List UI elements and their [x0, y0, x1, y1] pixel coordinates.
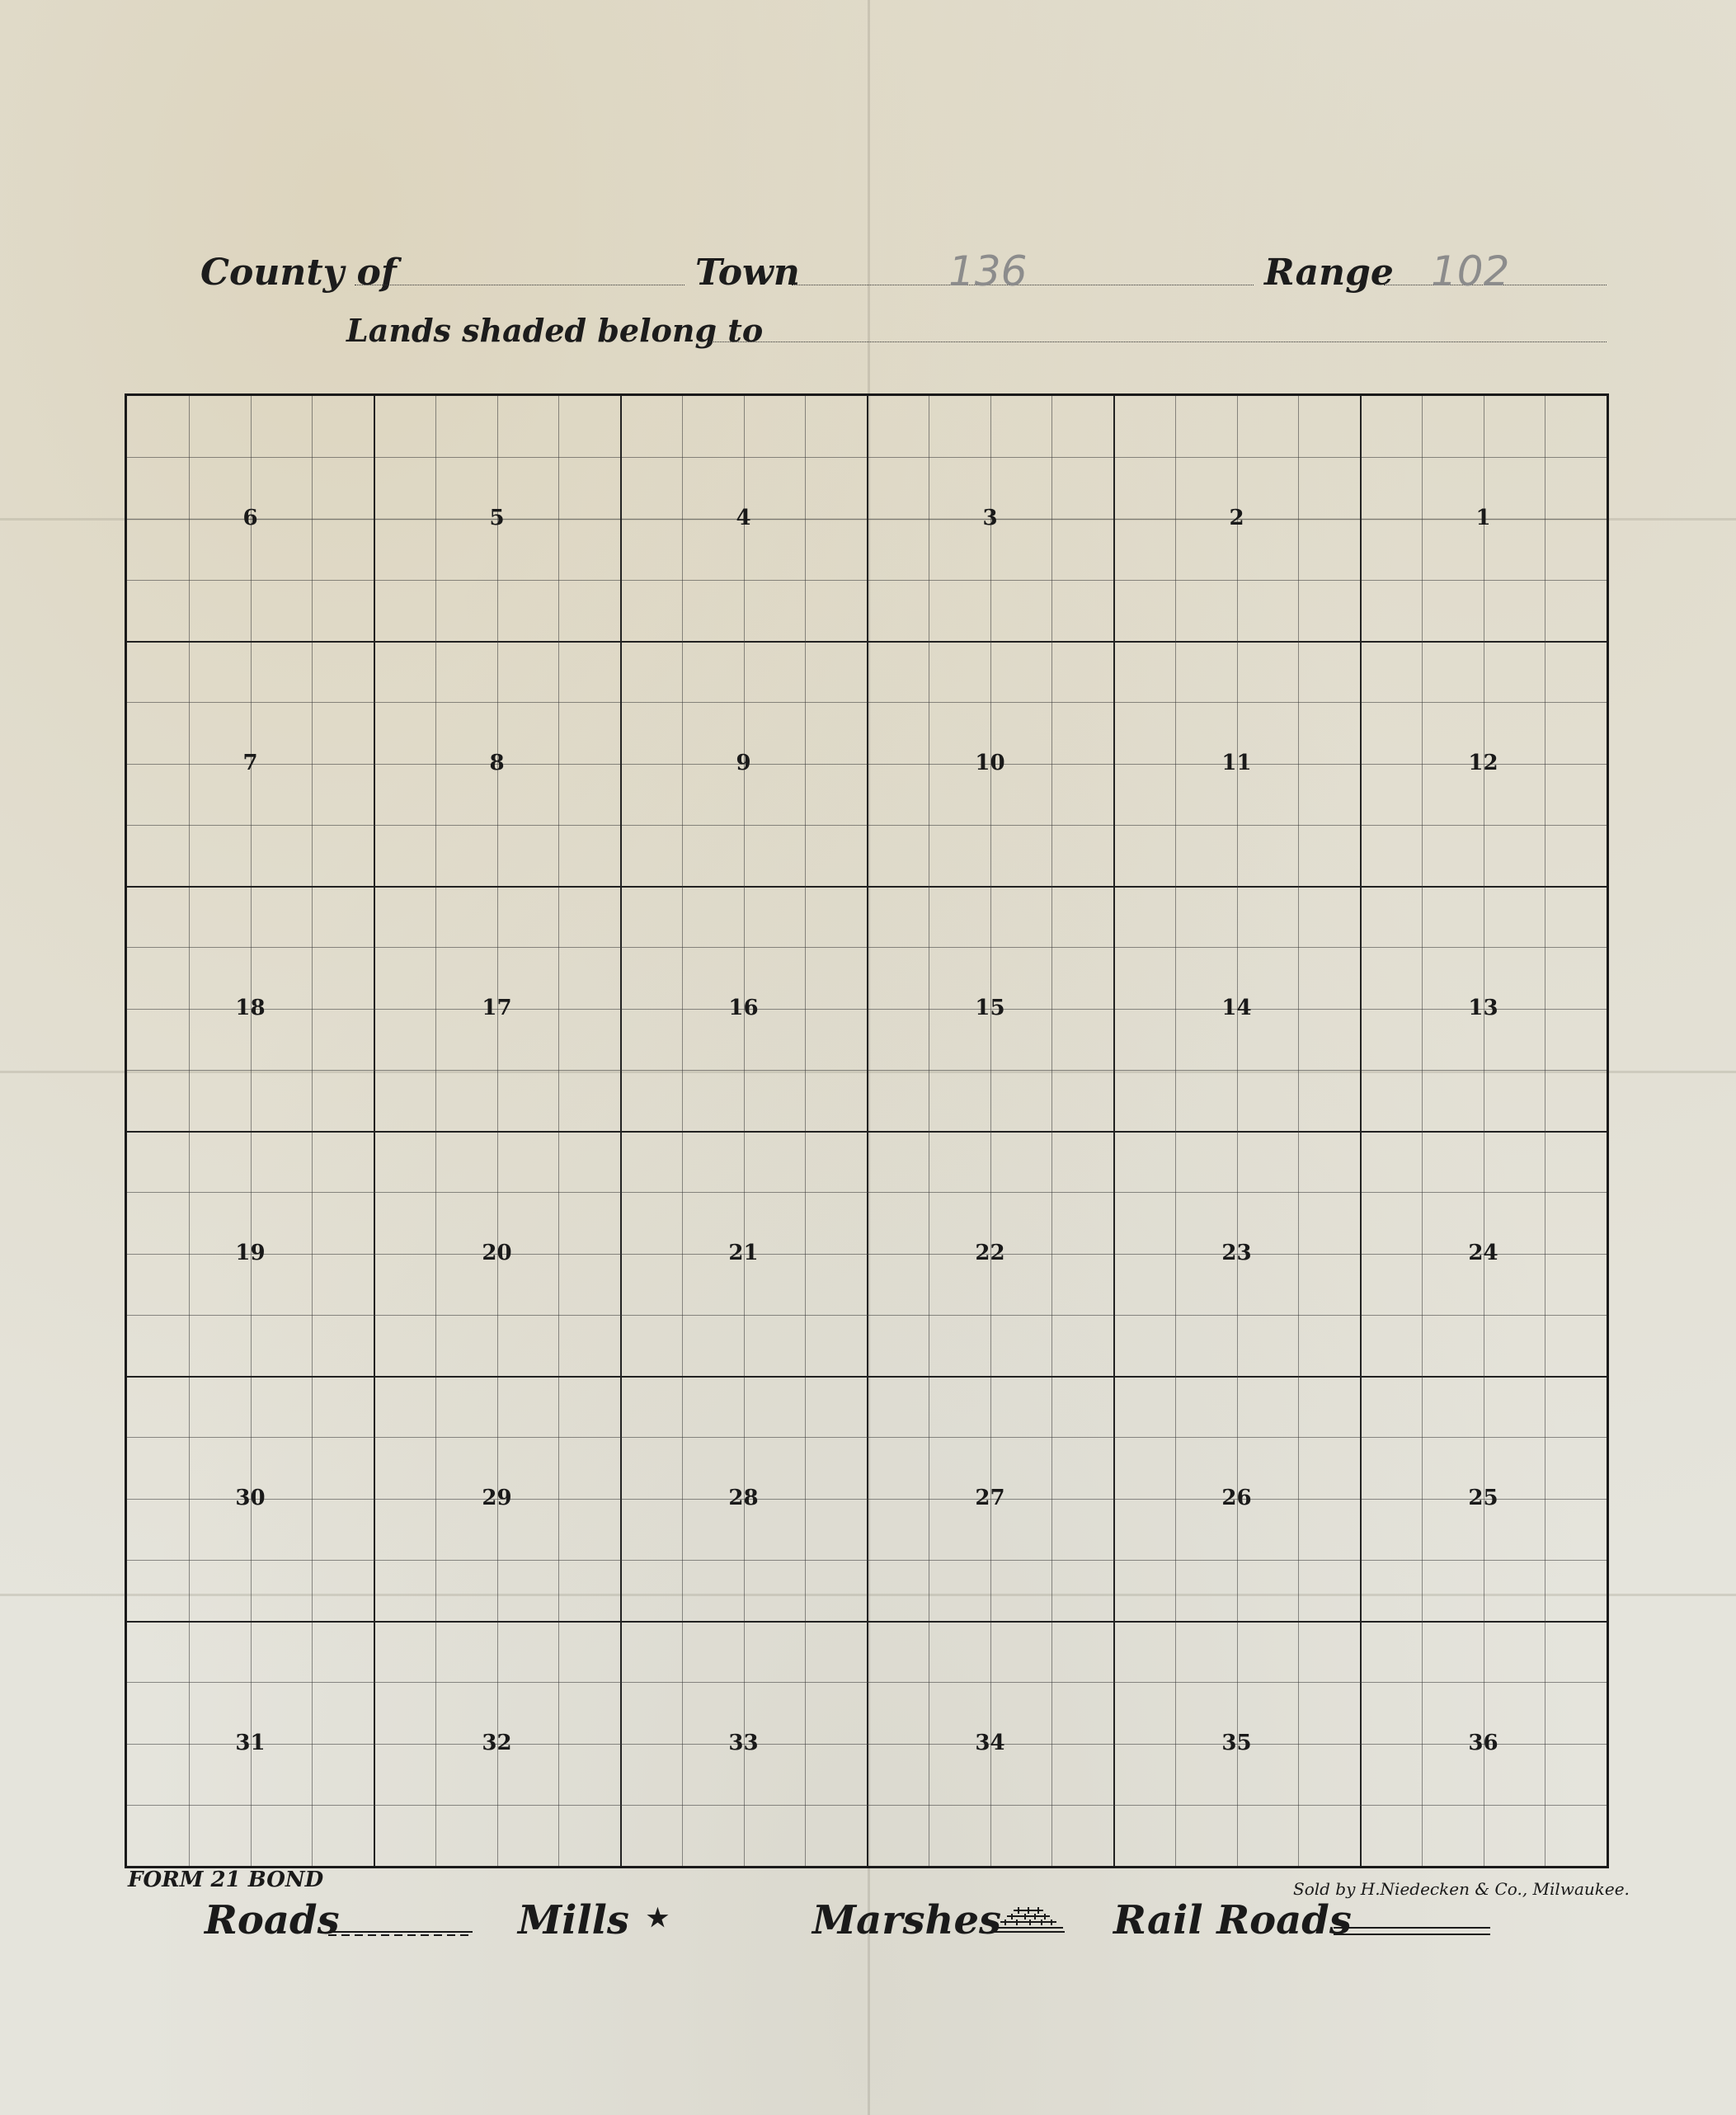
town-label: Town [695, 252, 800, 294]
legend-railroads-label: Rail Roads [1113, 1897, 1352, 1943]
section-number: 6 [242, 505, 258, 530]
section-number: 14 [1221, 995, 1252, 1020]
section-number: 34 [975, 1730, 1005, 1755]
range-value: 102 [1431, 247, 1510, 295]
section-number: 24 [1468, 1240, 1498, 1265]
range-label: Range [1264, 252, 1394, 294]
subdivision-line [127, 1315, 1607, 1316]
publisher-credit: Sold by H.Niedecken & Co., Milwaukee. [1293, 1879, 1630, 1899]
section-number: 23 [1221, 1240, 1252, 1265]
marsh-icon [992, 1907, 1065, 1934]
section-number: 11 [1221, 750, 1252, 775]
subdivision-line [127, 1560, 1607, 1561]
subdivision-line [1422, 396, 1423, 1866]
section-number: 12 [1468, 750, 1498, 775]
section-number: 32 [482, 1730, 512, 1755]
section-line [127, 1131, 1607, 1133]
legend-railroad-symbol [1334, 1925, 1490, 1937]
section-line [127, 1376, 1607, 1378]
section-line [1360, 396, 1362, 1866]
subdivision-line [127, 1254, 1607, 1255]
section-number: 10 [975, 750, 1005, 775]
form-label: FORM 21 BOND [128, 1868, 324, 1892]
subdivision-line [127, 1805, 1607, 1806]
section-number: 35 [1221, 1730, 1252, 1755]
section-number: 13 [1468, 995, 1498, 1020]
subdivision-line [127, 1192, 1607, 1193]
section-line [127, 1621, 1607, 1623]
section-number: 29 [482, 1485, 512, 1510]
section-number: 31 [235, 1730, 266, 1755]
section-number: 21 [728, 1240, 759, 1265]
section-line [1113, 396, 1115, 1866]
section-number: 36 [1468, 1730, 1498, 1755]
section-number: 25 [1468, 1485, 1498, 1510]
section-number: 33 [728, 1730, 759, 1755]
section-number: 9 [736, 750, 751, 775]
township-grid [125, 393, 1609, 1868]
section-number: 20 [482, 1240, 512, 1265]
section-number: 30 [235, 1485, 266, 1510]
subdivision-line [127, 1437, 1607, 1438]
section-number: 28 [728, 1485, 759, 1510]
section-number: 1 [1475, 505, 1491, 530]
section-number: 26 [1221, 1485, 1252, 1510]
subdivision-line [127, 1682, 1607, 1683]
county-label: County of [200, 252, 397, 294]
section-number: 7 [242, 750, 258, 775]
section-number: 19 [235, 1240, 266, 1265]
section-number: 4 [736, 505, 751, 530]
section-number: 5 [489, 505, 505, 530]
legend-mills-label: Mills [518, 1897, 629, 1943]
subdivision-line [1175, 396, 1176, 1866]
lands-shaded-label: Lands shaded belong to [346, 312, 764, 349]
legend-roads-label: Roads [205, 1897, 340, 1943]
subdivision-line [990, 396, 991, 1866]
subdivision-line [1237, 396, 1238, 1866]
section-number: 3 [982, 505, 998, 530]
star-icon: ★ [647, 1904, 669, 1933]
section-number: 15 [975, 995, 1005, 1020]
section-number: 22 [975, 1240, 1005, 1265]
section-number: 2 [1229, 505, 1244, 530]
town-value: 136 [948, 247, 1028, 295]
subdivision-line [127, 1499, 1607, 1500]
section-number: 17 [482, 995, 512, 1020]
subdivision-line [127, 1744, 1607, 1745]
section-number: 27 [975, 1485, 1005, 1510]
subdivision-line [1051, 396, 1052, 1866]
section-number: 16 [728, 995, 759, 1020]
legend-roads-symbol [328, 1930, 473, 1937]
section-number: 18 [235, 995, 266, 1020]
legend-marshes-label: Marshes [812, 1897, 1002, 1943]
section-number: 8 [489, 750, 505, 775]
subdivision-line [1298, 396, 1299, 1866]
